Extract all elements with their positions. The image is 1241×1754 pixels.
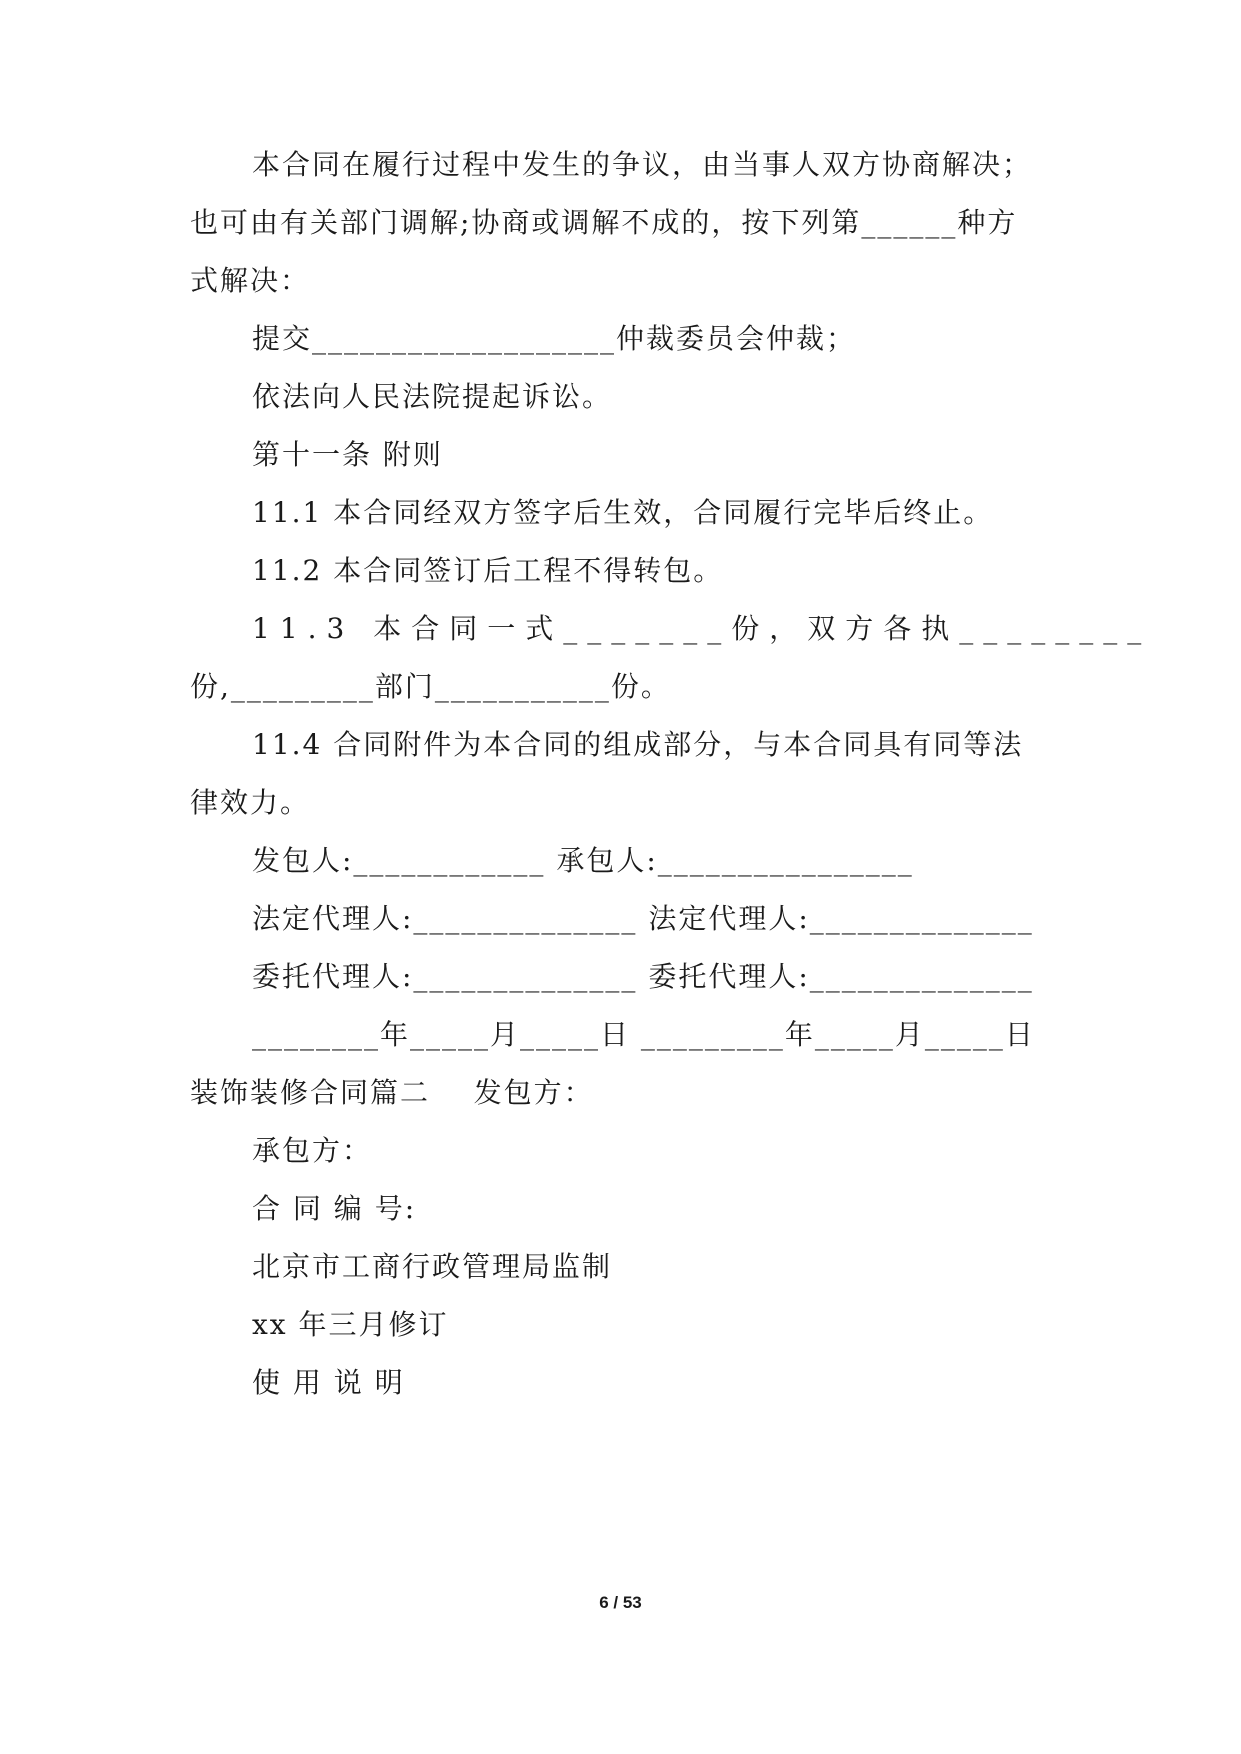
clause-11-2: 11.2 本合同签订后工程不得转包。 <box>252 554 724 587</box>
clause-11-3-line-2: 份,_________部门___________份。 <box>190 670 671 703</box>
contractor-label: 承包方： <box>252 1134 373 1167</box>
contract-number-label: 合 同 编 号: <box>252 1192 417 1225</box>
page-number: 6 / 53 <box>599 1593 642 1612</box>
paragraph-dispute-line-2: 也可由有关部门调解;协商或调解不成的，按下列第______种方 <box>190 206 1018 239</box>
clause-11-1: 11.1 本合同经双方签字后生效，合同履行完毕后终止。 <box>252 496 994 529</box>
clause-11-3-line-1: 11.3 本合同一式_______份，双方各执________ <box>252 612 1152 645</box>
clause-11-4-line-1: 11.4 合同附件为本合同的组成部分，与本合同具有同等法 <box>252 728 1024 761</box>
contract-part-two-heading: 装饰装修合同篇二 发包方： <box>190 1076 594 1109</box>
signature-parties-line: 发包人:____________ 承包人:________________ <box>252 844 914 877</box>
signature-legal-rep-line: 法定代理人:______________ 法定代理人:______________ <box>252 902 1034 935</box>
signature-date-line: ________年_____月_____日 _________年_____月_____日 <box>252 1018 1035 1051</box>
arbitration-option: 提交___________________仲裁委员会仲裁； <box>252 322 857 355</box>
signature-agent-line: 委托代理人:______________ 委托代理人:______________ <box>252 960 1034 993</box>
instructions-heading: 使 用 说 明 <box>252 1366 405 1399</box>
revision-line: xx 年三月修订 <box>252 1308 449 1341</box>
clause-11-4-line-2: 律效力。 <box>190 786 311 819</box>
supervisor-line: 北京市工商行政管理局监制 <box>252 1250 613 1283</box>
litigation-option: 依法向人民法院提起诉讼。 <box>252 380 613 413</box>
article-11-heading: 第十一条 附则 <box>252 438 443 471</box>
paragraph-dispute-line-3: 式解决： <box>190 264 311 297</box>
paragraph-dispute-line-1: 本合同在履行过程中发生的争议，由当事人双方协商解决； <box>252 148 1033 181</box>
